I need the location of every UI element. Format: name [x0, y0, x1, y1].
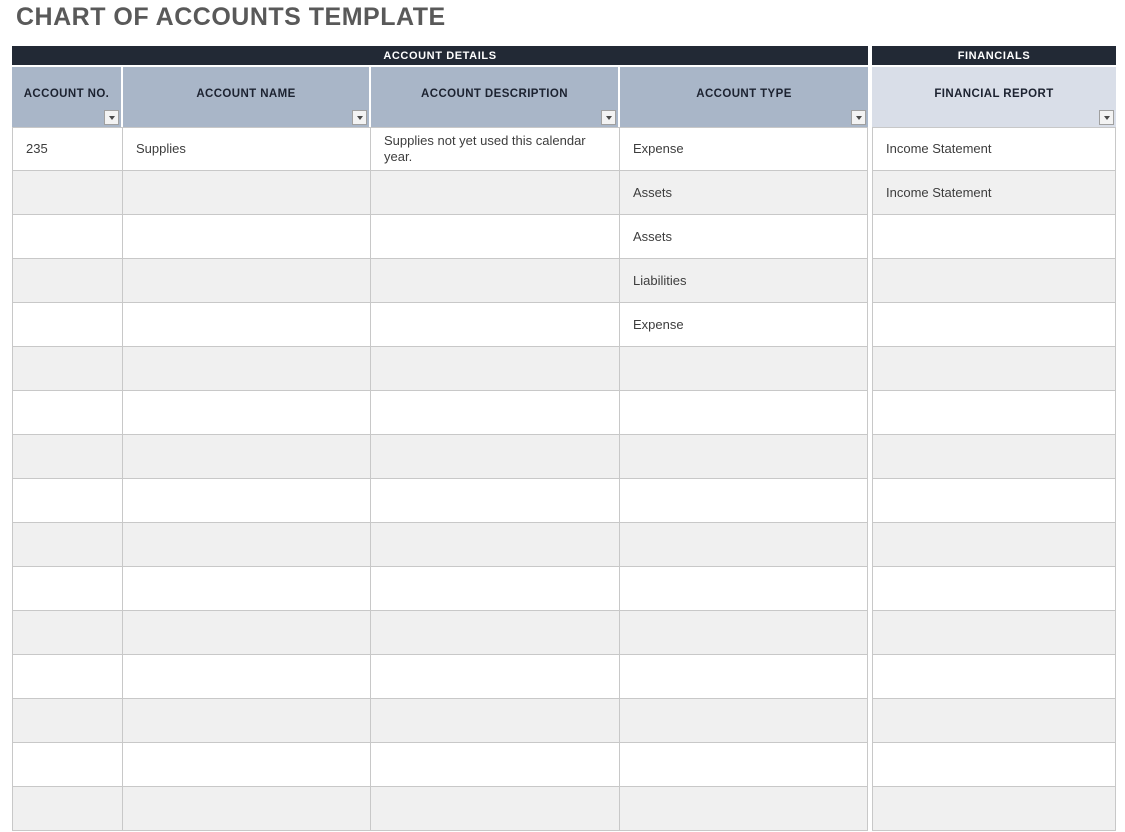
cell-account-type[interactable] — [620, 787, 868, 831]
table-row — [12, 435, 1116, 479]
cell-account-name[interactable]: Supplies — [123, 127, 371, 171]
cell-account-no[interactable] — [12, 215, 123, 259]
cell-account-description[interactable] — [371, 523, 620, 567]
cell-financial-report[interactable] — [872, 303, 1116, 347]
cell-financial-report[interactable] — [872, 523, 1116, 567]
table-row — [12, 259, 1116, 303]
column-header-financial-report-label: FINANCIAL REPORT — [934, 88, 1054, 100]
cell-financial-report[interactable] — [872, 391, 1116, 435]
cell-account-description[interactable] — [371, 567, 620, 611]
cell-account-name[interactable] — [123, 435, 371, 479]
cell-account-description[interactable]: Supplies not yet used this calendar year. — [371, 127, 620, 171]
column-header-account-type — [620, 67, 868, 127]
cell-account-no[interactable] — [12, 787, 123, 831]
table-row — [12, 699, 1116, 743]
chart-of-accounts-table — [12, 46, 1116, 831]
table-row — [12, 743, 1116, 787]
cell-account-no[interactable] — [12, 303, 123, 347]
cell-account-type[interactable] — [620, 391, 868, 435]
table-row — [12, 303, 1116, 347]
cell-account-description[interactable] — [371, 171, 620, 215]
cell-account-name[interactable] — [123, 567, 371, 611]
cell-account-name[interactable] — [123, 215, 371, 259]
cell-account-name[interactable] — [123, 743, 371, 787]
table-row — [12, 127, 1116, 171]
cell-account-name[interactable] — [123, 787, 371, 831]
cell-account-type[interactable]: Assets — [620, 215, 868, 259]
cell-account-type[interactable] — [620, 479, 868, 523]
column-header-account-description-label: ACCOUNT DESCRIPTION — [421, 88, 568, 100]
cell-financial-report[interactable] — [872, 655, 1116, 699]
cell-account-description[interactable] — [371, 215, 620, 259]
cell-account-type[interactable]: Liabilities — [620, 259, 868, 303]
column-header-account-no — [12, 67, 123, 127]
cell-financial-report[interactable] — [872, 479, 1116, 523]
cell-account-no[interactable] — [12, 479, 123, 523]
cell-account-type[interactable] — [620, 347, 868, 391]
cell-account-description[interactable] — [371, 699, 620, 743]
cell-account-type[interactable]: Assets — [620, 171, 868, 215]
filter-dropdown-icon — [1104, 116, 1110, 120]
table-row — [12, 611, 1116, 655]
cell-account-name[interactable] — [123, 391, 371, 435]
cell-account-description[interactable] — [371, 347, 620, 391]
cell-financial-report[interactable] — [872, 787, 1116, 831]
filter-dropdown-icon — [606, 116, 612, 120]
cell-account-no[interactable] — [12, 259, 123, 303]
cell-account-type[interactable] — [620, 699, 868, 743]
table-row — [12, 655, 1116, 699]
cell-account-type[interactable] — [620, 567, 868, 611]
cell-financial-report[interactable] — [872, 743, 1116, 787]
table-row — [12, 171, 1116, 215]
cell-financial-report[interactable]: Income Statement — [872, 127, 1116, 171]
section-header-account-details: ACCOUNT DETAILS — [12, 46, 868, 65]
table-body — [12, 127, 1116, 831]
table-row — [12, 391, 1116, 435]
cell-financial-report[interactable] — [872, 215, 1116, 259]
cell-account-name[interactable] — [123, 611, 371, 655]
column-header-row — [12, 67, 1116, 127]
cell-financial-report[interactable] — [872, 567, 1116, 611]
cell-account-type[interactable]: Expense — [620, 303, 868, 347]
cell-account-name[interactable] — [123, 479, 371, 523]
cell-account-no[interactable] — [12, 347, 123, 391]
filter-button-account-no[interactable] — [104, 110, 119, 125]
filter-dropdown-icon — [357, 116, 363, 120]
cell-account-name[interactable] — [123, 523, 371, 567]
cell-account-no[interactable] — [12, 743, 123, 787]
section-header-financials: FINANCIALS — [872, 46, 1116, 65]
cell-account-name[interactable] — [123, 303, 371, 347]
column-header-account-description — [371, 67, 620, 127]
cell-account-name[interactable] — [123, 259, 371, 303]
filter-button-financial-report[interactable] — [1099, 110, 1114, 125]
filter-dropdown-icon — [856, 116, 862, 120]
cell-account-type[interactable]: Expense — [620, 127, 868, 171]
table-row — [12, 215, 1116, 259]
cell-account-no[interactable] — [12, 523, 123, 567]
cell-account-no[interactable] — [12, 567, 123, 611]
cell-account-description[interactable] — [371, 787, 620, 831]
table-row — [12, 567, 1116, 611]
filter-dropdown-icon — [109, 116, 115, 120]
cell-financial-report[interactable]: Income Statement — [872, 171, 1116, 215]
cell-account-name[interactable] — [123, 655, 371, 699]
cell-account-type[interactable] — [620, 655, 868, 699]
section-band-row — [12, 46, 1116, 65]
filter-button-account-name[interactable] — [352, 110, 367, 125]
column-header-account-no-label: ACCOUNT NO. — [23, 88, 110, 100]
column-header-account-name-label: ACCOUNT NAME — [196, 88, 296, 100]
filter-button-account-type[interactable] — [851, 110, 866, 125]
column-header-account-type-label: ACCOUNT TYPE — [696, 88, 792, 100]
table-row — [12, 347, 1116, 391]
table-row — [12, 787, 1116, 831]
table-row — [12, 523, 1116, 567]
cell-account-name[interactable] — [123, 699, 371, 743]
cell-financial-report[interactable] — [872, 435, 1116, 479]
cell-account-description[interactable] — [371, 303, 620, 347]
cell-account-name[interactable] — [123, 347, 371, 391]
cell-account-no[interactable] — [12, 171, 123, 215]
cell-financial-report[interactable] — [872, 347, 1116, 391]
cell-account-no[interactable] — [12, 699, 123, 743]
cell-account-type[interactable] — [620, 743, 868, 787]
page-title: CHART OF ACCOUNTS TEMPLATE — [16, 3, 446, 31]
cell-account-description[interactable] — [371, 391, 620, 435]
cell-account-no[interactable] — [12, 655, 123, 699]
cell-account-description[interactable] — [371, 743, 620, 787]
filter-button-account-description[interactable] — [601, 110, 616, 125]
table-row — [12, 479, 1116, 523]
cell-financial-report[interactable] — [872, 259, 1116, 303]
cell-account-type[interactable] — [620, 523, 868, 567]
cell-financial-report[interactable] — [872, 611, 1116, 655]
cell-account-description[interactable] — [371, 259, 620, 303]
cell-account-no[interactable] — [12, 435, 123, 479]
cell-account-description[interactable] — [371, 655, 620, 699]
cell-account-name[interactable] — [123, 171, 371, 215]
cell-account-no[interactable]: 235 — [12, 127, 123, 171]
cell-financial-report[interactable] — [872, 699, 1116, 743]
cell-account-description[interactable] — [371, 611, 620, 655]
cell-account-no[interactable] — [12, 611, 123, 655]
column-header-account-name — [123, 67, 371, 127]
cell-account-no[interactable] — [12, 391, 123, 435]
cell-account-type[interactable] — [620, 611, 868, 655]
cell-account-type[interactable] — [620, 435, 868, 479]
cell-account-description[interactable] — [371, 435, 620, 479]
cell-account-description[interactable] — [371, 479, 620, 523]
column-header-financial-report — [872, 67, 1116, 127]
